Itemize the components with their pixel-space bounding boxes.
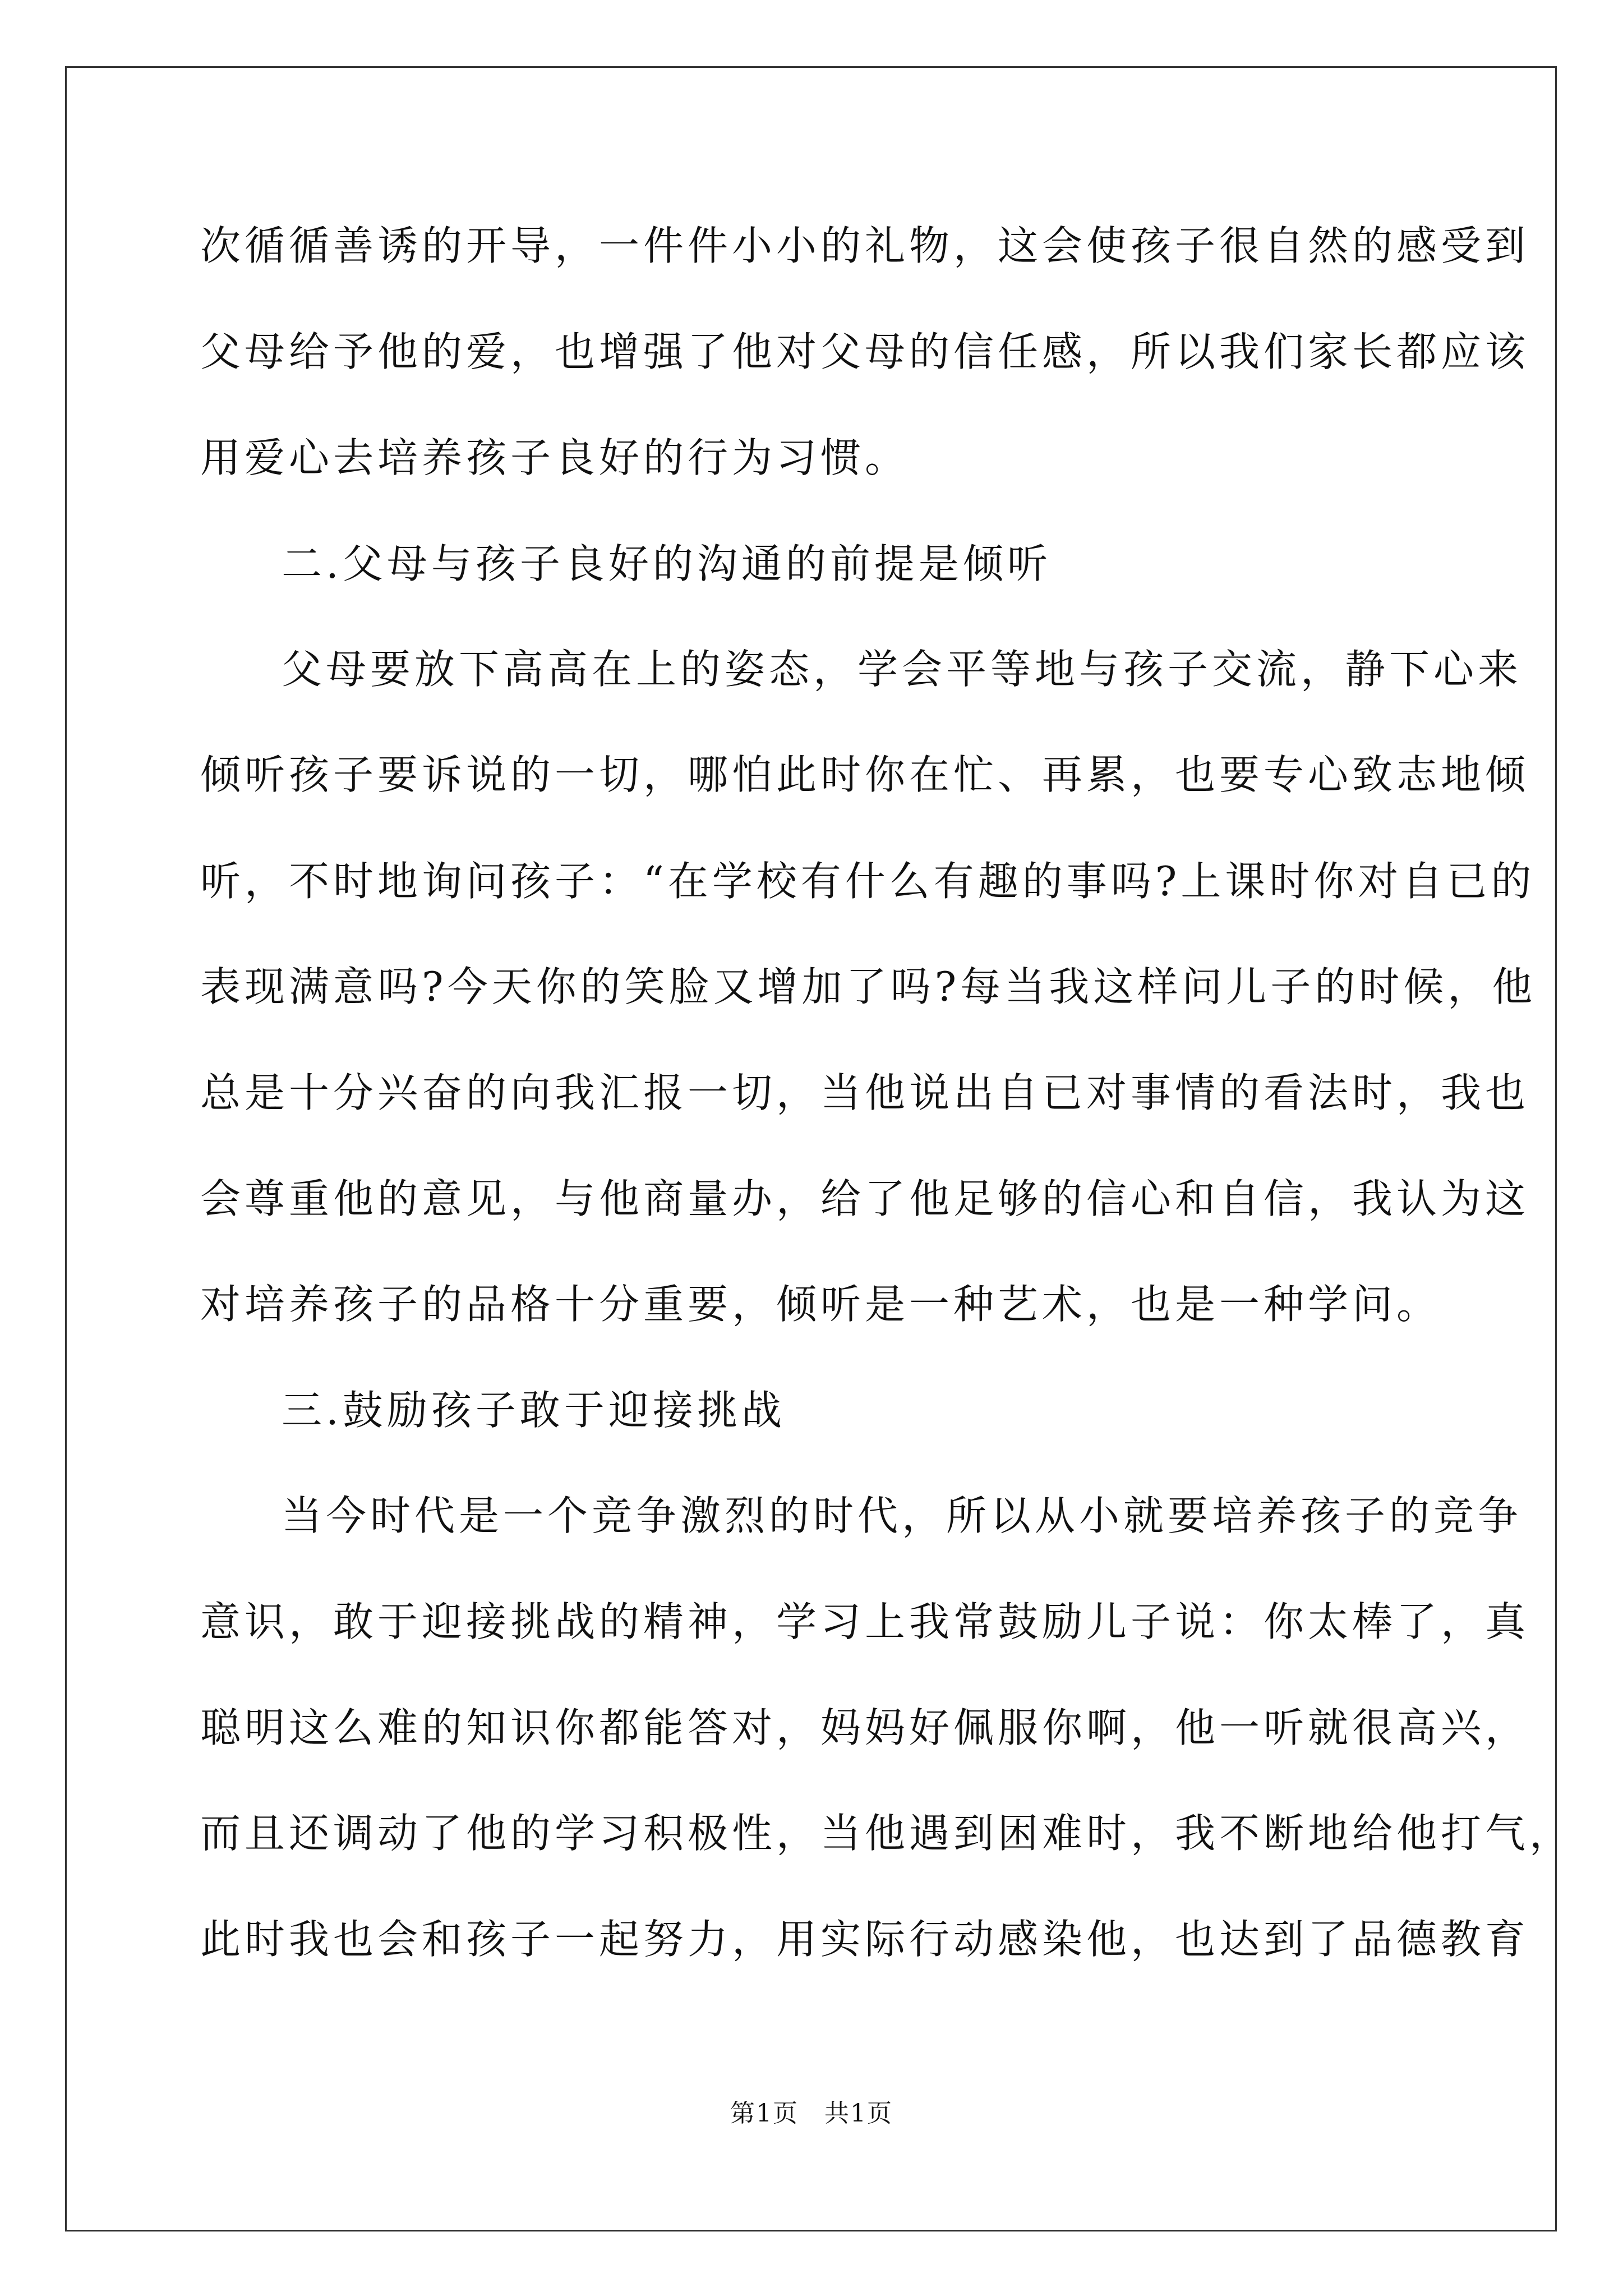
body-line-3: 用爱心去培养孩子良好的行为习惯。 [200, 434, 910, 481]
body-line-11: 对培养孩子的品格十分重要，倾听是一种艺术，也是一种学问。 [200, 1281, 1441, 1328]
body-line-7: 听，不时地询问孩子：“在学校有什么有趣的事吗?上课时你对自已的 [200, 858, 1536, 905]
body-line-9: 总是十分兴奋的向我汇报一切，当他说出自已对事情的看法时，我也 [200, 1069, 1530, 1116]
body-line-15: 聪明这么难的知识你都能答对，妈妈好佩服你啊，他一听就很高兴， [200, 1704, 1530, 1751]
body-line-1: 次循循善诱的开导，一件件小小的礼物，这会使孩子很自然的感受到 [200, 222, 1530, 269]
body-line-6: 倾听孩子要诉说的一切，哪怕此时你在忙、再累，也要专心致志地倾 [200, 751, 1530, 798]
page-border [65, 66, 1557, 2231]
body-line-16: 而且还调动了他的学习积极性，当他遇到困难时，我不断地给他打气， [200, 1810, 1574, 1857]
section-heading-3: 三.鼓励孩子敢于迎接挑战 [282, 1387, 786, 1434]
body-line-10: 会尊重他的意见，与他商量办，给了他足够的信心和自信，我认为这 [200, 1175, 1530, 1222]
body-line-13: 当今时代是一个竞争激烈的时代，所以从小就要培养孩子的竞争 [282, 1492, 1523, 1539]
page-number: 第1页 共1页 [730, 2099, 893, 2128]
body-line-14: 意识，敢于迎接挑战的精神，学习上我常鼓励儿子说：你太棒了，真 [200, 1598, 1530, 1645]
body-line-17: 此时我也会和孩子一起努力，用实际行动感染他，也达到了品德教育 [200, 1916, 1530, 1963]
body-line-8: 表现满意吗?今天你的笑脸又增加了吗?每当我这样问儿子的时候，他 [200, 963, 1537, 1010]
body-line-5: 父母要放下高高在上的姿态，学会平等地与孩子交流，静下心来 [282, 646, 1523, 693]
section-heading-2: 二.父母与孩子良好的沟通的前提是倾听 [282, 540, 1052, 587]
body-line-2: 父母给予他的爱，也增强了他对父母的信任感，所以我们家长都应该 [200, 328, 1530, 375]
